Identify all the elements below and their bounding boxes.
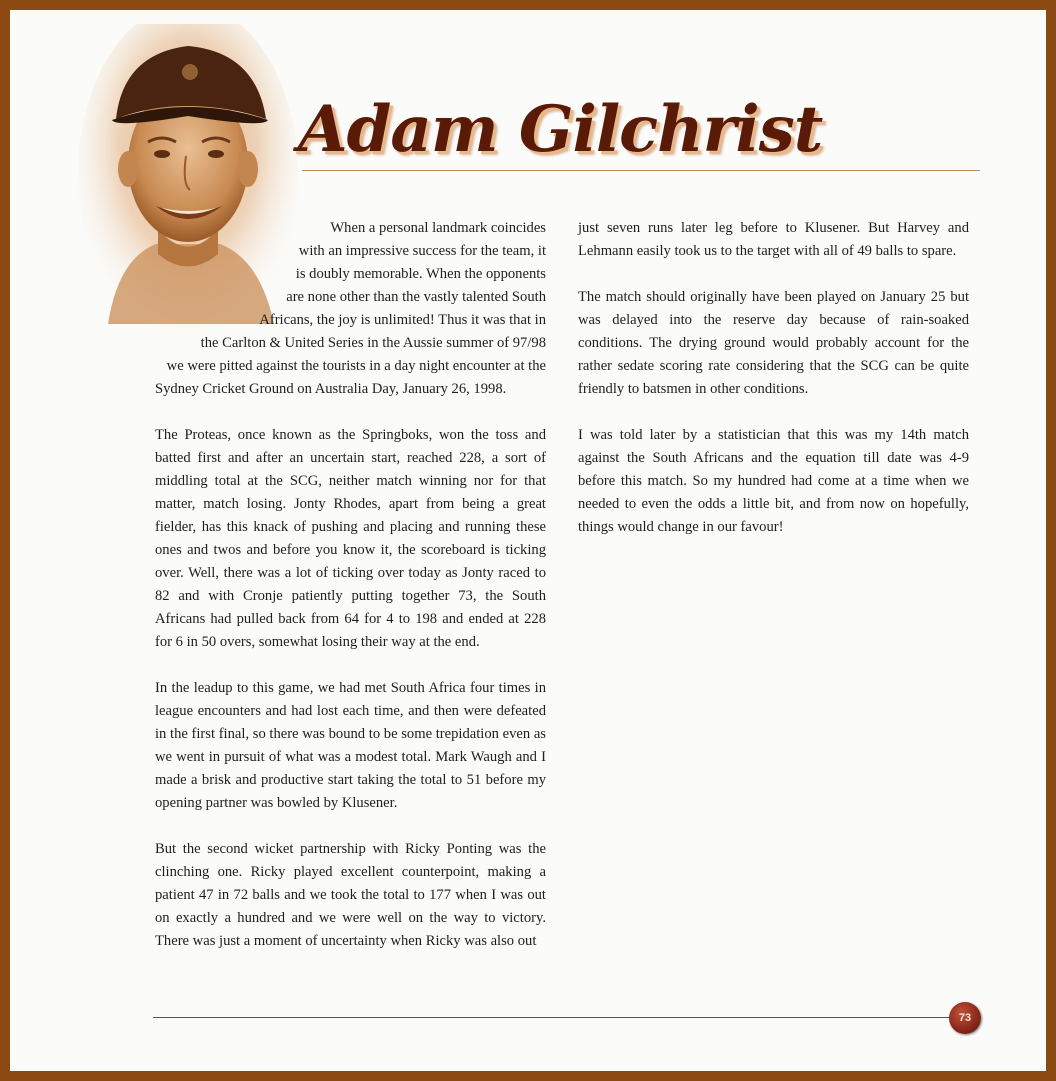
- footer-divider: [153, 1017, 965, 1018]
- intro-line: with an impressive success for the team, it: [298, 243, 546, 259]
- body-paragraph: In the leadup to this game, we had met South Africa four times in league encounters and had lost each time, and then were defeated in the first final, so there was bound to be some trepidation even as we went in pursuit of what was a modest total. Mark Waugh and I made a brisk and productive start taking the total to 51 before my opening partner was bowled by Klusener.: [155, 680, 546, 811]
- intro-line: we were pitted against the tourists in a day night encounter at the: [166, 358, 546, 374]
- intro-paragraph: [155, 217, 546, 401]
- intro-line: When a personal landmark coincides: [330, 220, 546, 236]
- intro-line: Sydney Cricket Ground on Australia Day, January 26, 1998.: [155, 381, 507, 397]
- title-divider: [302, 170, 980, 171]
- body-paragraph: just seven runs later leg before to Klusener. But Harvey and Lehmann easily took us to the target with all of 49 balls to spare.: [578, 220, 969, 259]
- page-number-badge: 73: [949, 1002, 981, 1034]
- intro-line: the Carlton & United Series in the Aussie summer of 97/98: [200, 335, 546, 351]
- intro-line: are none other than the vastly talented South: [286, 289, 546, 305]
- left-column: [155, 217, 546, 976]
- book-page: [10, 10, 1046, 1071]
- body-paragraph: But the second wicket partnership with Ricky Ponting was the clinching one. Ricky played excellent counterpoint, making a patient 47 in 72 balls and we took the total to 177 when I was out on exactly a hundred and we were well on the way to victory. There was just a moment of uncertainty when Ricky was also out: [155, 841, 546, 949]
- body-paragraph: The Proteas, once known as the Springboks, won the toss and batted first and after an uncertain start, reached 228, a sort of middling total at the SCG, neither match winning nor for that matter, match losing. Jonty Rhodes, apart from being a great fielder, has this knack of pushing and placing and running these ones and twos and before you know it, the scoreboard is ticking over. Well, there was a lot of ticking over today as Jonty raced to 82 and with Cronje patiently putting together 73, the South Africans had pulled back from 64 for 4 to 198 and ended at 228 for 6 in 50 overs, somewhat losing their way at the end.: [155, 427, 546, 650]
- right-column: [578, 217, 969, 562]
- page-title: Adam Gilchrist: [298, 92, 823, 167]
- intro-line: is doubly memorable. When the opponents: [295, 266, 546, 282]
- intro-line: Africans, the joy is unlimited! Thus it was that in: [259, 312, 546, 328]
- body-paragraph: The match should originally have been played on January 25 but was delayed into the reserve day because of rain-soaked conditions. The drying ground would probably account for the rather sedate scoring rate considering that the SCG can be quite friendly to batsmen in other conditions.: [578, 289, 969, 397]
- body-paragraph: I was told later by a statistician that this was my 14th match against the South Africans and the equation till date was 4-9 before this match. So my hundred had come at a time when we needed to even the odds a little bit, and from now on hopefully, things would change in our favour!: [578, 427, 969, 535]
